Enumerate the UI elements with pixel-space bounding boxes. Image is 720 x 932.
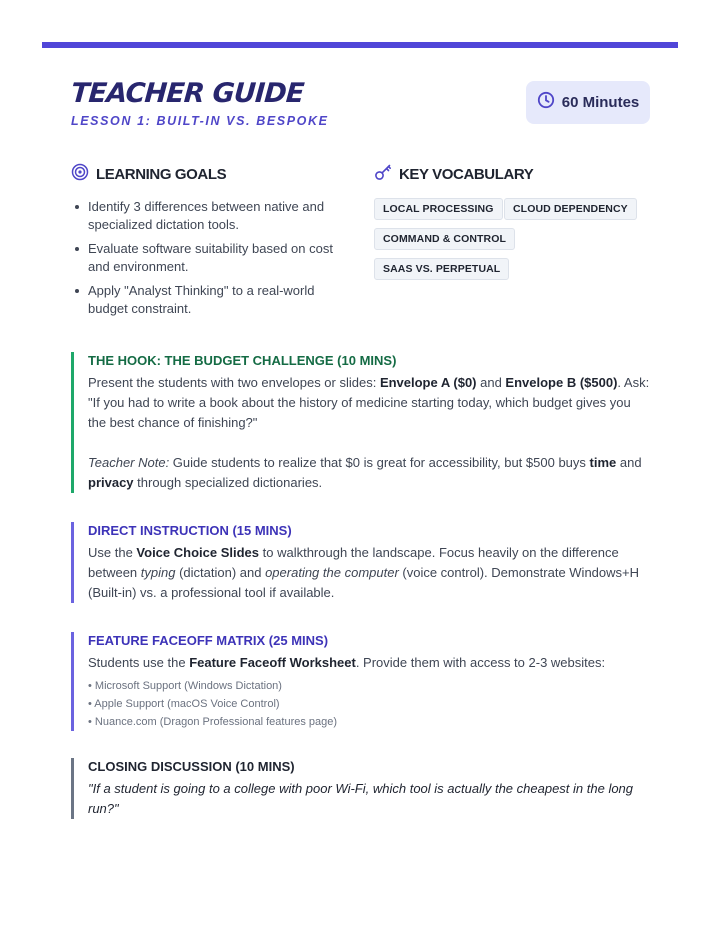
feature-faceoff-title: FEATURE FACEOFF MATRIX (25 MINS): [88, 633, 329, 648]
direct-instruction-title: DIRECT INSTRUCTION (15 MINS): [88, 523, 292, 538]
key-vocabulary-heading: [374, 163, 533, 185]
feature-faceoff-section: [71, 632, 651, 731]
learning-goals-list: [71, 198, 351, 324]
hook-body: Present the students with two envelopes or slides: Envelope A ($0) and Envelope B ($500). Ask: "If you had to write a book about the history of medicine starting today, which budget gives you the best chance of finishing?": [88, 375, 650, 430]
page-title: TEACHER GUIDE: [69, 78, 305, 109]
duration-badge: [526, 81, 650, 124]
list-item: Identify 3 differences between native and specialized dictation tools.: [71, 198, 351, 234]
vocab-tag-cloud-dependency: CLOUD DEPENDENCY: [504, 198, 637, 220]
lesson-subtitle: LESSON 1: BUILT-IN VS. BESPOKE: [71, 114, 329, 128]
vocab-tag-local-processing: LOCAL PROCESSING: [374, 198, 503, 220]
feature-faceoff-body: Students use the Feature Faceoff Worksheet. Provide them with access to 2-3 websites:: [88, 655, 606, 670]
key-icon: [374, 163, 392, 185]
direct-instruction-body: Use the Voice Choice Slides to walkthrough the landscape. Focus heavily on the difference between typing (dictation) and operating the computer (voice control). Demonstrate Windows+H (Built-in) vs. a professional tool if available.: [88, 545, 640, 600]
hook-title: THE HOOK: THE BUDGET CHALLENGE (10 MINS): [88, 353, 397, 368]
key-vocabulary-label: KEY VOCABULARY: [399, 165, 534, 183]
website-list: [88, 677, 651, 731]
clock-icon: [537, 91, 555, 114]
learning-goals-label: LEARNING GOALS: [96, 165, 227, 183]
closing-discussion-title: CLOSING DISCUSSION (10 MINS): [88, 759, 295, 774]
list-item: Evaluate software suitability based on cost and environment.: [71, 240, 351, 276]
hook-section: [71, 352, 651, 493]
list-item: Apply "Analyst Thinking" to a real-world budget constraint.: [71, 282, 351, 318]
vocab-tag-command-control: COMMAND & CONTROL: [374, 228, 515, 250]
target-icon: [71, 163, 89, 185]
direct-instruction-section: [71, 522, 651, 603]
list-item: • Microsoft Support (Windows Dictation): [88, 680, 282, 692]
list-item: • Apple Support (macOS Voice Control): [88, 698, 280, 710]
top-accent-bar: [42, 42, 678, 48]
duration-text: 60 Minutes: [561, 94, 640, 111]
teacher-note: Teacher Note: Guide students to realize that $0 is great for accessibility, but $500 buys time and privacy through specialized dictionaries.: [88, 455, 642, 490]
closing-discussion-section: [71, 758, 651, 819]
vocab-tag-saas-perpetual: SAAS VS. PERPETUAL: [374, 258, 509, 280]
list-item: • Nuance.com (Dragon Professional features page): [88, 716, 338, 728]
learning-goals-heading: [71, 163, 226, 185]
closing-quote: "If a student is going to a college with poor Wi-Fi, which tool is actually the cheapest in the long run?": [88, 781, 634, 816]
